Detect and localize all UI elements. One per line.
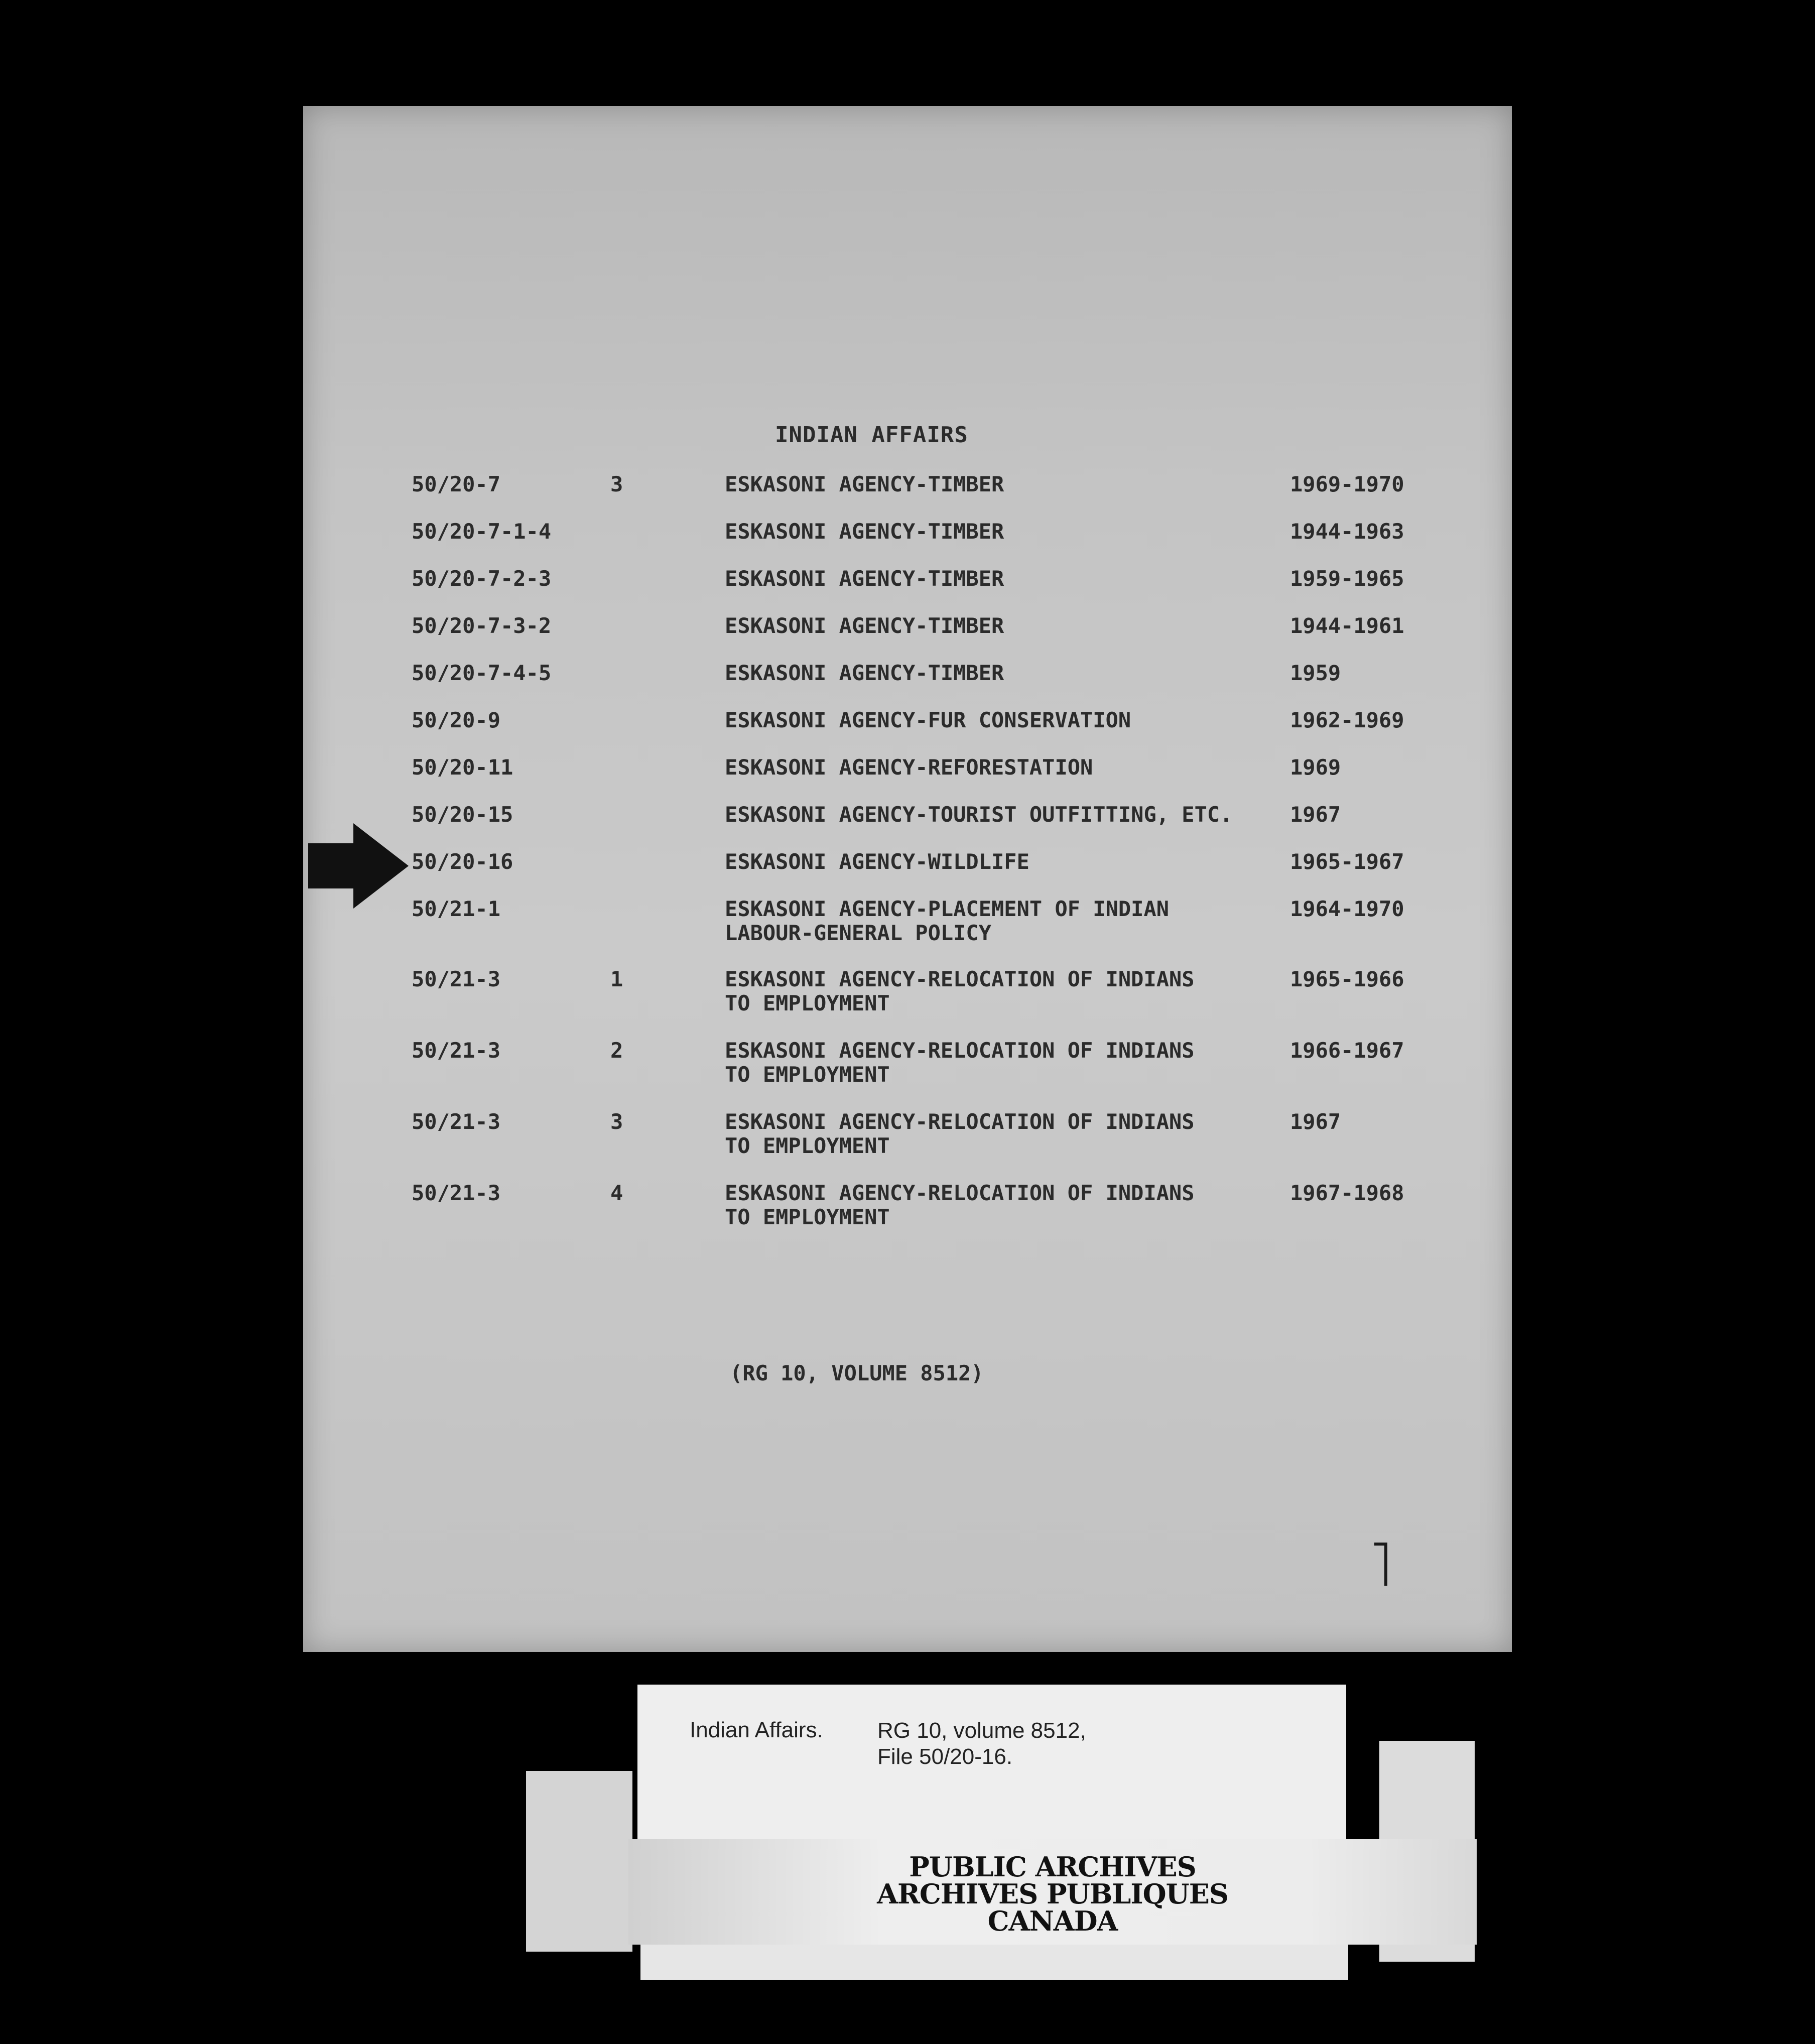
part-number: 3 bbox=[610, 1109, 623, 1134]
date-range: 1967-1968 bbox=[1290, 1181, 1404, 1205]
file-number: 50/20-15 bbox=[412, 802, 513, 827]
file-number: 50/20-7-3-2 bbox=[412, 613, 552, 638]
file-number: 50/20-7 bbox=[412, 472, 501, 496]
subject: ESKASONI AGENCY-TIMBER bbox=[725, 472, 1004, 496]
file-number: 50/21-3 bbox=[412, 1038, 501, 1063]
subject: ESKASONI AGENCY-TOURIST OUTFITTING, ETC. bbox=[725, 802, 1233, 827]
archive-label-card bbox=[637, 1685, 1346, 1850]
subject: ESKASONI AGENCY-PLACEMENT OF INDIAN LABOUR-GENERAL POLICY bbox=[725, 897, 1170, 945]
subject: ESKASONI AGENCY-TIMBER bbox=[725, 613, 1004, 638]
subject: ESKASONI AGENCY-FUR CONSERVATION bbox=[725, 708, 1131, 732]
date-range: 1959-1965 bbox=[1290, 566, 1404, 591]
part-number: 3 bbox=[610, 472, 623, 496]
corner-mark bbox=[1374, 1543, 1387, 1586]
volume-reference: (RG 10, VOLUME 8512) bbox=[730, 1361, 984, 1385]
subject: ESKASONI AGENCY-RELOCATION OF INDIANS TO EMPLOYMENT bbox=[725, 967, 1195, 1015]
part-number: 4 bbox=[610, 1181, 623, 1205]
date-range: 1967 bbox=[1290, 802, 1341, 827]
stamp-line-3: CANADA bbox=[987, 1905, 1118, 1937]
file-number: 50/20-9 bbox=[412, 708, 501, 732]
date-range: 1969-1970 bbox=[1290, 472, 1404, 496]
subject: ESKASONI AGENCY-TIMBER bbox=[725, 661, 1004, 685]
file-number: 50/21-3 bbox=[412, 967, 501, 991]
date-range: 1944-1961 bbox=[1290, 613, 1404, 638]
date-range: 1959 bbox=[1290, 661, 1341, 685]
list-item bbox=[303, 1110, 1512, 1170]
label-organization: Indian Affairs. bbox=[690, 1718, 823, 1742]
document-page bbox=[303, 106, 1512, 1652]
file-number: 50/20-7-2-3 bbox=[412, 566, 552, 591]
subject: ESKASONI AGENCY-TIMBER bbox=[725, 566, 1004, 591]
file-number: 50/20-16 bbox=[412, 849, 513, 874]
part-number: 2 bbox=[610, 1038, 623, 1063]
date-range: 1964-1970 bbox=[1290, 897, 1404, 921]
part-number: 1 bbox=[610, 967, 623, 991]
date-range: 1962-1969 bbox=[1290, 708, 1404, 732]
file-number: 50/21-3 bbox=[412, 1109, 501, 1134]
card-holder-left bbox=[526, 1771, 632, 1952]
list-item bbox=[303, 1039, 1512, 1099]
subject: ESKASONI AGENCY-TIMBER bbox=[725, 519, 1004, 544]
subject: ESKASONI AGENCY-WILDLIFE bbox=[725, 849, 1029, 874]
date-range: 1967 bbox=[1290, 1109, 1341, 1134]
file-number: 50/20-7-1-4 bbox=[412, 519, 552, 544]
date-range: 1965-1967 bbox=[1290, 849, 1404, 874]
date-range: 1944-1963 bbox=[1290, 519, 1404, 544]
date-range: 1966-1967 bbox=[1290, 1038, 1404, 1063]
list-item bbox=[303, 967, 1512, 1028]
subject: ESKASONI AGENCY-RELOCATION OF INDIANS TO EMPLOYMENT bbox=[725, 1181, 1195, 1229]
subject: ESKASONI AGENCY-RELOCATION OF INDIANS TO EMPLOYMENT bbox=[725, 1038, 1195, 1087]
card-bottom-strip bbox=[640, 1945, 1348, 1980]
page-title: INDIAN AFFAIRS bbox=[775, 422, 968, 448]
list-item bbox=[303, 1181, 1512, 1241]
subject: ESKASONI AGENCY-RELOCATION OF INDIANS TO EMPLOYMENT bbox=[725, 1109, 1195, 1158]
list-item bbox=[303, 897, 1512, 957]
stamp-line-1: PUBLIC ARCHIVES bbox=[909, 1851, 1196, 1883]
date-range: 1969 bbox=[1290, 755, 1341, 780]
label-reference bbox=[877, 1718, 1086, 1770]
label-reference-line-1: RG 10, volume 8512, bbox=[877, 1718, 1086, 1743]
subject: ESKASONI AGENCY-REFORESTATION bbox=[725, 755, 1093, 780]
file-number: 50/21-3 bbox=[412, 1181, 501, 1205]
date-range: 1965-1966 bbox=[1290, 967, 1404, 991]
file-number: 50/20-7-4-5 bbox=[412, 661, 552, 685]
file-number: 50/20-11 bbox=[412, 755, 513, 780]
archives-stamp bbox=[628, 1839, 1477, 1945]
file-number: 50/21-1 bbox=[412, 897, 501, 921]
arrow-pointer-icon bbox=[308, 823, 419, 909]
stamp-line-2: ARCHIVES PUBLIQUES bbox=[877, 1878, 1228, 1910]
label-reference-line-2: File 50/20-16. bbox=[877, 1744, 1013, 1769]
